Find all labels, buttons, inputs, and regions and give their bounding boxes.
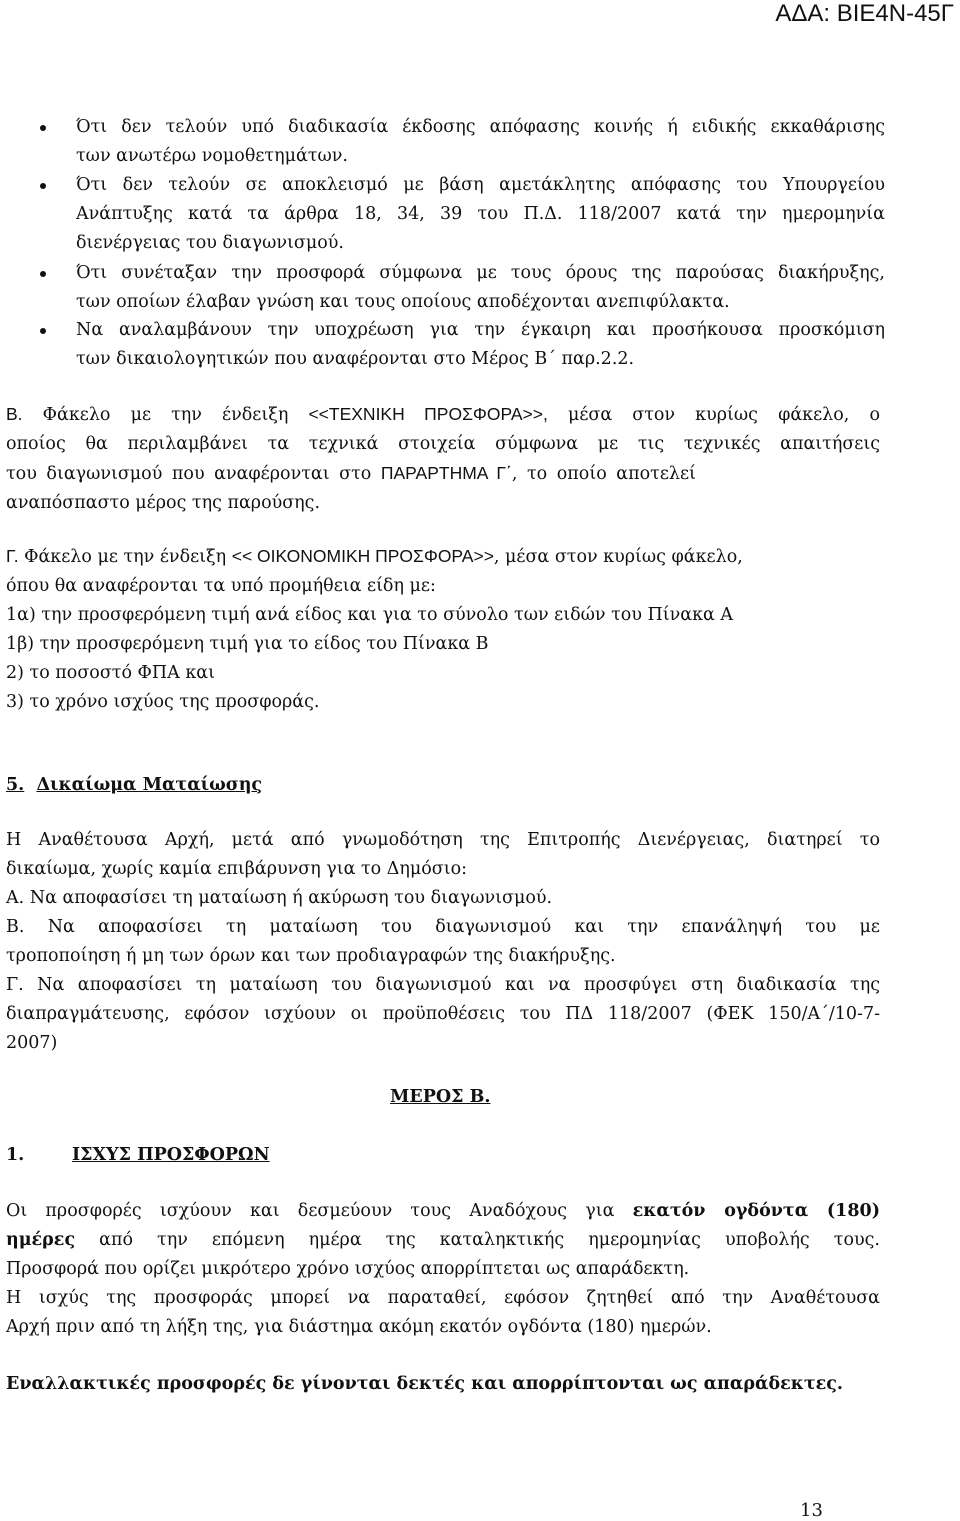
section5-line: δικαίωμα, χωρίς καμία επιβάρυνση για το Δημόσιο:: [6, 859, 468, 879]
section5-body: [6, 826, 880, 1058]
part-b-title: ΜΕΡΟΣ Β.: [390, 1087, 491, 1107]
bullet-dot: [40, 183, 46, 189]
bullet-line: Να αναλαμβάνουν την υποχρέωση για την έγκαιρη και προσήκουσα προσκόμιση: [76, 320, 885, 340]
section-b-text: Φάκελο με την ένδειξη: [22, 405, 309, 425]
section5-line: διαπραγμάτευσης, εφόσον ισχύουν οι προϋποθέσεις του ΠΔ 118/2007 (ΦΕΚ 150/Α΄/10-7-: [6, 1004, 880, 1024]
section1-num: 1.: [6, 1145, 25, 1165]
section-c-prefix: Γ.: [6, 546, 19, 566]
section5-heading: [6, 771, 880, 800]
section-c-text: Φάκελο με την ένδειξη: [18, 547, 232, 567]
section-b-line: οποίος θα περιλαμβάνει τα τεχνικά στοιχεία σύμφωνα με τις τεχνικές απαιτήσεις: [6, 434, 880, 454]
section1-heading: [6, 1141, 880, 1170]
section-b-line: αναπόσπαστο μέρος της παρούσης.: [6, 493, 321, 513]
section-b-line: [6, 400, 880, 430]
section1-text: από την επόμενη ημέρα της καταληκτικής ημερομηνίας υποβολής τους.: [75, 1230, 880, 1250]
section-c-line: 1α) την προσφερόμενη τιμή ανά είδος και για το σύνολο των ειδών του Πίνακα Α: [6, 605, 734, 625]
bullet-line: Ανάπτυξης κατά τα άρθρα 18, 34, 39 του Π.Δ. 118/2007 κατά την ημερομηνία: [76, 204, 885, 224]
bullet-line: των οποίων έλαβαν γνώση και τους οποίους αποδέχονται ανεπιφύλακτα.: [76, 292, 730, 312]
section5-line: Α. Να αποφασίσει τη ματαίωση ή ακύρωση του διαγωνισμού.: [6, 888, 553, 908]
section-b-prefix: Β.: [6, 404, 23, 424]
section5-num: 5.: [6, 775, 25, 795]
section1-line: Προσφορά που ορίζει μικρότερο χρόνο ισχύος απορρίπτεται ως απαράδεκτη.: [6, 1259, 690, 1279]
section1-title: ΙΣΧΥΣ ΠΡΟΣΦΟΡΩΝ: [72, 1145, 270, 1165]
bullet-line: Ότι δεν τελούν σε αποκλεισμό με βάση αμετάκλητης απόφασης του Υπουργείου: [76, 175, 885, 195]
section-b-text: του διαγωνισμού που αναφέρονται στο: [6, 464, 381, 484]
section-c-text: , μέσα στον κυρίως φάκελο,: [493, 547, 743, 567]
bullet-dot: [40, 328, 46, 334]
section1-final-note: Εναλλακτικές προσφορές δε γίνονται δεκτές και απορρίπτονται ως απαράδεκτες.: [6, 1374, 844, 1394]
section-c-label: << ΟΙΚΟΝΟΜΙΚΗ ΠΡΟΣΦΟΡΑ>>: [231, 546, 494, 566]
section5-line: Β. Να αποφασίσει τη ματαίωση του διαγωνισμού και την επανάληψή του με: [6, 917, 880, 937]
part-b-heading: [390, 1083, 490, 1112]
bullet-line: Ότι δεν τελούν υπό διαδικασία έκδοσης απόφασης κοινής ή ειδικής εκκαθάρισης: [76, 117, 885, 137]
section-c-line: όπου θα αναφέρονται τα υπό προμήθεια είδη με:: [6, 576, 436, 596]
section-c-line: 3) το χρόνο ισχύος της προσφοράς.: [6, 692, 320, 712]
section1-duration: εκατόν ογδόντα (180): [632, 1201, 880, 1221]
bullet-item: [40, 316, 885, 374]
section1-line: Η ισχύς της προσφοράς μπορεί να παραταθεί, εφόσον ζητηθεί από την Αναθέτουσα: [6, 1288, 880, 1308]
section1-line: [6, 1197, 880, 1226]
section-b-text: μέσα στον κυρίως φάκελο, ο: [547, 405, 880, 425]
section-b-label: <<ΤΕΧΝΙΚΗ ΠΡΟΣΦΟΡΑ>>,: [308, 404, 548, 424]
section1-line: [6, 1226, 880, 1255]
section1-body: [6, 1197, 880, 1342]
section5-line: 2007): [6, 1033, 58, 1053]
section5-line: τροποποίηση ή μη των όρων και των προδιαγραφών της διακήρυξης.: [6, 946, 616, 966]
bullet-dot: [40, 125, 46, 131]
section-c-line: [6, 542, 880, 572]
section-b-text: , το οποίο αποτελεί: [511, 464, 696, 484]
section5-title: Δικαίωμα Ματαίωσης: [36, 775, 263, 795]
section-c: [6, 542, 880, 717]
bullet-dot: [40, 271, 46, 277]
section1-text: Οι προσφορές ισχύουν και δεσμεύουν τους Αναδόχους για: [6, 1201, 633, 1221]
section-b-annex: ΠΑΡΑΡΤΗΜΑ Γ΄: [380, 463, 512, 483]
bullet-item: [40, 171, 885, 258]
ada-code: ΑΔΑ: ΒΙΕ4Ν-45Γ: [775, 0, 954, 27]
page-number: 13: [800, 1500, 823, 1521]
bullet-item: [40, 259, 885, 317]
section5-line: Η Αναθέτουσα Αρχή, μετά από γνωμοδότηση της Επιτροπής Διενέργειας, διατηρεί το: [6, 830, 880, 850]
bullet-line: διενέργειας του διαγωνισμού.: [76, 233, 344, 253]
bullet-line: των δικαιολογητικών που αναφέρονται στο Μέρος Β΄ παρ.2.2.: [76, 349, 635, 369]
bullet-line: Ότι συνέταξαν την προσφορά σύμφωνα με τους όρους της παρούσας διακήρυξης,: [76, 263, 885, 283]
section5-line: Γ. Να αποφασίσει τη ματαίωση του διαγωνισμού και να προσφύγει στη διαδικασία της: [6, 975, 880, 995]
bullet-line: των ανωτέρω νομοθετημάτων.: [76, 146, 348, 166]
bullet-item: [40, 113, 885, 171]
section-b: [6, 400, 880, 518]
section1-line: Αρχή πριν από τη λήξη της, για διάστημα ακόμη εκατόν ογδόντα (180) ημερών.: [6, 1317, 712, 1337]
section1-days: ημέρες: [6, 1230, 76, 1250]
section-c-line: 1β) την προσφερόμενη τιμή για το είδος του Πίνακα Β: [6, 634, 489, 654]
section-c-line: 2) το ποσοστό ΦΠΑ και: [6, 663, 215, 683]
section-b-line: [6, 459, 880, 489]
